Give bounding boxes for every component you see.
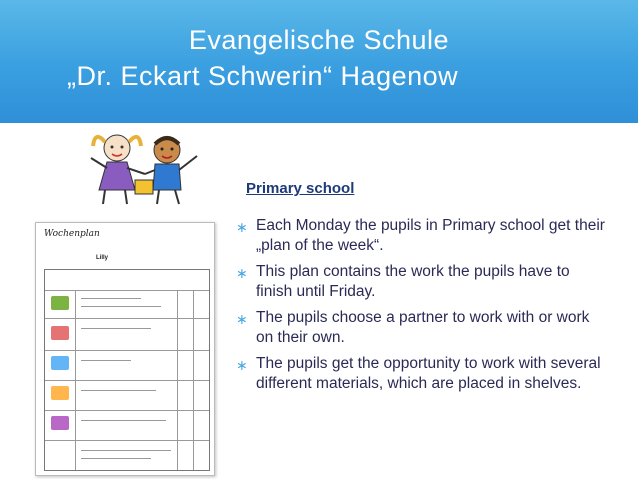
worksheet-grid <box>44 269 210 471</box>
bullet-list <box>236 216 606 400</box>
bullet-item: ∗ The pupils choose a partner to work with or work on their own. <box>236 309 590 346</box>
slide-title <box>0 22 638 94</box>
title-banner <box>0 0 638 123</box>
title-line-1: Evangelische Schule <box>188 25 450 55</box>
section-subheading: Primary school <box>246 180 355 197</box>
bullet-icon: ∗ <box>236 311 248 327</box>
title-line-2: „Dr. Eckart Schwerin“ Hagenow <box>67 61 459 91</box>
children-drawing-icon <box>75 128 210 208</box>
bullet-item: ∗ The pupils get the opportunity to work with several different materials, which are placed in shelves. <box>236 355 601 392</box>
bullet-icon: ∗ <box>236 219 248 235</box>
bullet-icon: ∗ <box>236 357 248 373</box>
bullet-icon: ∗ <box>236 265 248 281</box>
worksheet-name: Lilly <box>96 255 109 261</box>
bullet-item: ∗ Each Monday the pupils in Primary school get their „plan of the week“. <box>236 217 605 254</box>
worksheet-title: Wochenplan <box>44 229 100 239</box>
bullet-item: ∗ This plan contains the work the pupils have to finish until Friday. <box>236 263 570 300</box>
weekly-plan-worksheet-image <box>35 222 215 476</box>
